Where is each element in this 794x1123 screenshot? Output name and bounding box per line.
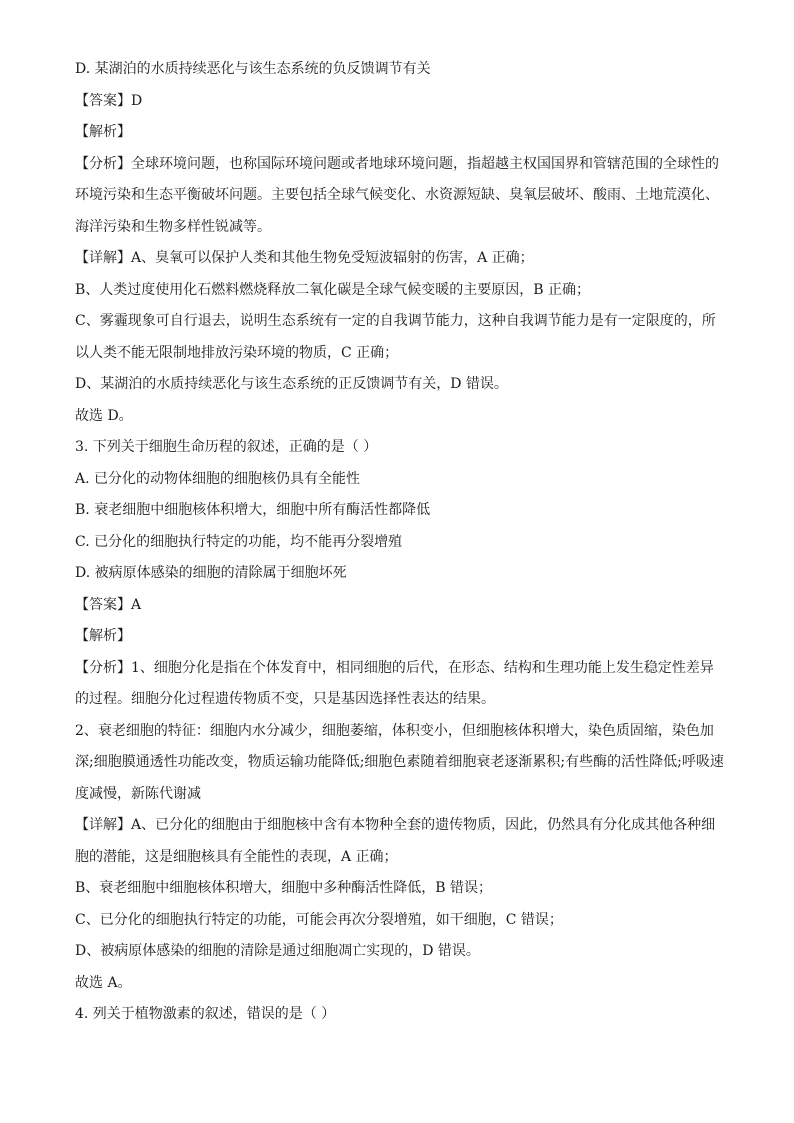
- q3-xiangjie-line: C、已分化的细胞执行特定的功能，可能会再次分裂增殖，如干细胞，C 错误；: [75, 911, 563, 928]
- q2-conclusion: 故选 D。: [75, 407, 133, 424]
- q2-fenxi-line: 海洋污染和生物多样性锐减等。: [75, 218, 271, 235]
- q2-xiangjie-line: B、人类过度使用化石燃料燃烧释放二氧化碳是全球气候变暖的主要原因，B 正确；: [75, 281, 591, 298]
- q3-fenxi-line: 深;细胞膜通透性功能改变，物质运输功能降低;细胞色素随着细胞衰老逐渐累积;有些酶的活性降低;呼吸速: [75, 754, 724, 770]
- q2-option-d: D. 某湖泊的水质持续恶化与该生态系统的负反馈调节有关: [75, 61, 431, 77]
- q2-xiangjie-line: C、雾霾现象可自行退去，说明生态系统有一定的自我调节能力，这种自我调节能力是有一定限度的，所: [75, 313, 716, 329]
- q3-xiangjie-line: D、被病原体感染的细胞的清除是通过细胞凋亡实现的，D 错误。: [75, 943, 480, 959]
- q3-xiangjie-line: B、衰老细胞中细胞核体积增大，细胞中多种酶活性降低，B 错误；: [75, 880, 493, 896]
- q2-fenxi-line: 环境污染和生态平衡破坏问题。主要包括全球气候变化、水资源短缺、臭氧层破坏、酸雨、土地荒漠化、: [75, 187, 719, 203]
- q3-option-d: D. 被病原体感染的细胞的清除属于细胞坏死: [75, 565, 347, 581]
- q3-option-a: A. 已分化的动物体细胞的细胞核仍具有全能性: [75, 470, 361, 487]
- q3-fenxi-line: 度减慢，新陈代谢减: [75, 785, 201, 802]
- q3-fenxi-line: 的过程。细胞分化过程遗传物质不变，只是基因选择性表达的结果。: [75, 691, 495, 707]
- q3-conclusion: 故选 A。: [75, 974, 132, 991]
- q3-analysis-heading: 【解析】: [75, 628, 131, 644]
- q3-xiangjie-line: 胞的潜能，这是细胞核具有全能性的表现，A 正确；: [75, 848, 398, 865]
- q2-analysis-heading: 【解析】: [75, 124, 131, 140]
- q2-xiangjie-line: 【详解】A、臭氧可以保护人类和其他生物免受短波辐射的伤害，A 正确；: [75, 250, 534, 266]
- q3-fenxi-line: 2、衰老细胞的特征：细胞内水分减少，细胞萎缩，体积变小，但细胞核体积增大，染色质固缩，染色加: [75, 722, 714, 739]
- q2-xiangjie-line: D、某湖泊的水质持续恶化与该生态系统的正反馈调节有关，D 错误。: [75, 376, 508, 392]
- q3-answer: 【答案】A: [75, 596, 142, 613]
- q4-stem: 4. 列关于植物激素的叙述，错误的是（ ）: [75, 1006, 336, 1022]
- q2-xiangjie-line: 以人类不能无限制地排放污染环境的物质，C 正确；: [75, 344, 399, 361]
- q3-option-c: C. 已分化的细胞执行特定的功能，均不能再分裂增殖: [75, 533, 403, 550]
- q2-answer: 【答案】D: [75, 92, 143, 109]
- q3-stem: 3. 下列关于细胞生命历程的叙述，正确的是（ ）: [75, 439, 378, 455]
- q2-fenxi-line: 【分析】全球环境问题，也称国际环境问题或者地球环境问题，指超越主权国国界和管辖范围的全球性的: [75, 155, 719, 172]
- q3-option-b: B. 衰老细胞中细胞核体积增大，细胞中所有酶活性都降低: [75, 502, 431, 518]
- q3-fenxi-line: 【分析】1、细胞分化是指在个体发育中，相同细胞的后代，在形态、结构和生理功能上发生稳定性差异: [75, 659, 714, 676]
- q3-xiangjie-line: 【详解】A、已分化的细胞由于细胞核中含有本物种全套的遗传物质，因此，仍然具有分化成其他各种细: [75, 817, 716, 833]
- document-page: [75, 60, 723, 1037]
